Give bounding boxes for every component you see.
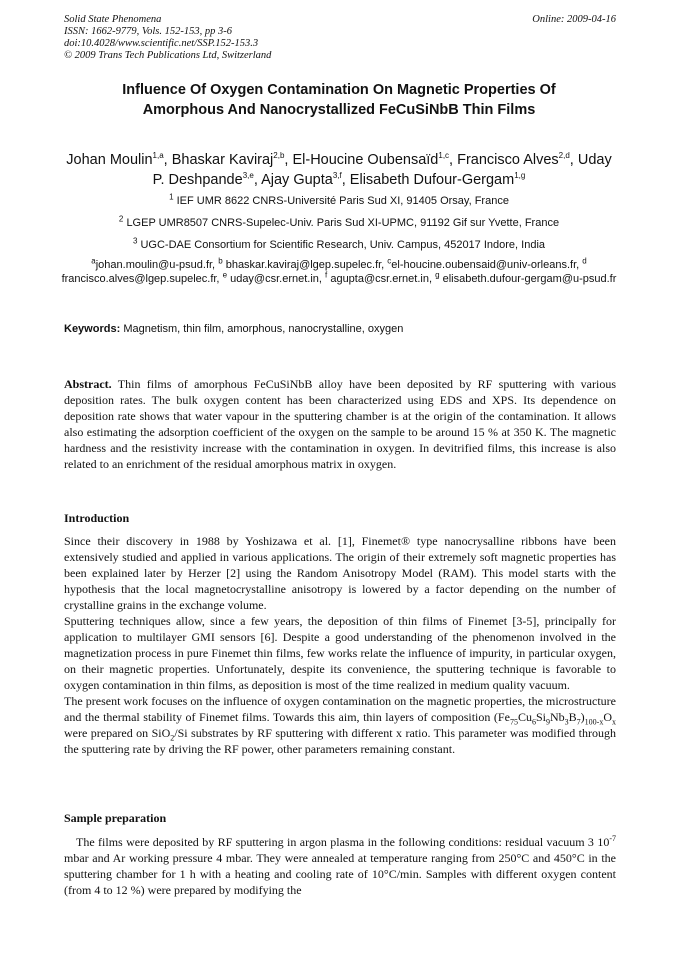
keywords-label: Keywords: <box>64 323 121 335</box>
abstract <box>64 376 616 472</box>
introduction-heading: Introduction <box>64 511 130 525</box>
email-link[interactable]: uday@csr.ernet.in, <box>230 273 322 285</box>
author-affil-sup: 2,d <box>558 151 570 161</box>
author-name: Elisabeth Dufour-Gergam <box>349 172 515 188</box>
issn-line: ISSN: 1662-9779, Vols. 152-153, pp 3-6 <box>64 26 232 37</box>
keywords-line <box>64 322 616 336</box>
author-name: Francisco Alves <box>457 152 559 168</box>
author-name: Johan Moulin <box>66 152 153 168</box>
author-list: Johan Moulin$^{1,a}$, Bhaskar Kaviraj$^{2,b}$, El-Houcine Oubensaïd$^{1,c}$, Francisco Alves$^{2,d}$, Uday P. Deshpande$^{3,e}$, Ajay Gupta$^{3,f}$, Elisabeth Dufour-Gergam$^{1,g}$ <box>66 151 612 188</box>
author-affil-sup: 1,a <box>152 151 164 161</box>
author-affil-sup: 3,f <box>332 171 342 181</box>
keywords-text: Magnetism, thin film, amorphous, nanocrystalline, oxygen <box>123 323 404 335</box>
title-line-1: Influence Of Oxygen Contamination On Magnetic Properties Of <box>122 82 556 98</box>
email-link[interactable]: elisabeth.dufour-gergam@u-psud.fr <box>442 273 617 285</box>
author-name: El-Houcine Oubensaïd <box>292 152 439 168</box>
journal-header <box>64 14 616 62</box>
email-link[interactable]: agupta@csr.ernet.in, <box>330 273 432 285</box>
affiliation-text: UGC-DAE Consortium for Scientific Research, Univ. Campus, 452017 Indore, India <box>140 239 546 251</box>
author-affil-sup: 1,c <box>438 151 450 161</box>
affiliation-number: 1 <box>169 192 174 202</box>
affiliation-number: 2 <box>118 214 124 224</box>
email-link[interactable]: francisco.alves@lgep.supelec.fr, <box>61 273 220 285</box>
sample-preparation-heading: Sample preparation <box>64 811 167 825</box>
title-line-2: Amorphous And Nanocrystallized FeCuSiNbB Thin Films <box>142 102 536 118</box>
email-link[interactable]: bhaskar.kaviraj@lgep.supelec.fr, <box>225 259 385 271</box>
paragraph: The present work focuses on the influence of oxygen contamination on the magnetic properties, the microstructure and the thermal stability of Finemet films. Towards this aim, thin layers of composition $(Fe_{75}Cu_6Si_9Nb_3B_7)_{100-x}O_x$ were prepared on SiO$_2$/Si substrates by RF sputtering with different x ratio. This parameter was modified through the sputtering rate by driving the RF power, other parameters remaining constant. <box>64 694 616 756</box>
abstract-label: Abstract. <box>64 377 112 391</box>
sample-preparation-body: The films were deposited by RF sputtering in argon plasma in the following conditions: residual vacuum 3 $10^{-7}$ mbar and Ar working pressure 4 mbar. They were annealed at temperature ranging from 250°C and 450°C in the sputtering chamber for 1 h with a heating and cooling rate of 10°C/min. Samples with different oxygen content (from 4 to 12 %) were prepared by modifying the <box>64 834 616 897</box>
email-link[interactable]: el-houcine.oubensaid@univ-orleans.fr, <box>391 259 580 271</box>
author-name: Ajay Gupta <box>261 172 333 188</box>
introduction-body <box>64 533 616 757</box>
affiliation-number: 3 <box>132 236 138 246</box>
paragraph: Since their discovery in 1988 by Yoshizawa et al. [1], Finemet® type nanocrysalline ribbons have been extensively studied and applied in various applications. The origin of their extremely soft magnetic properties has been explained later by Herzer [2] using the Random Anisotropy Model (RAM). This model starts with the hypothesis that the local magnetocrystalline anisotropy is lowered by a factor depending on the number of crystalline grains in the exchange volume. <box>64 534 616 612</box>
journal-name: Solid State Phenomena <box>64 14 162 25</box>
affiliation-1 <box>60 194 618 208</box>
affiliation-text: LGEP UMR8507 CNRS-Supelec-Univ. Paris Sud XI-UPMC, 91192 Gif sur Yvette, France <box>126 217 560 229</box>
abstract-text: Thin films of amorphous FeCuSiNbB alloy have been deposited by RF sputtering with various deposition rates. The bulk oxygen content has been characterized using EDS and XPS. Its dependence on deposition rate shows that water vapour in the sputtering chamber is at the origin of the contamination. It allows also estimating the adsorption coefficient of the oxygen on the sample to be around 15 % at 350 K. The magnetic hardness and the resistivity increase with the contamination in oxygen. In devitrified films, this increase is also related to an enrichment of the residual amorphous matrix in oxygen. <box>64 377 616 471</box>
doi-line: doi:10.4028/www.scientific.net/SSP.152-153.3 <box>64 38 259 49</box>
paragraph: Sputtering techniques allow, since a few years, the deposition of thin films of Finemet [3-5], principally for application to multilayer GMI sensors [6]. Despite a good understanding of the phenomenon involved in the magnetization process in pure Finemet thin films, few works relate the influence of impurity, in particular oxygen, on their magnetic properties. Unfortunately, despite its convenience, the sputtering technique is favorable to oxygen contamination in thin films, as deposition is most of the time realized in medium quality vacuum. <box>64 614 616 692</box>
author-affil-sup: 2,b <box>273 151 285 161</box>
author-name: Uday P. Deshpande <box>152 152 612 188</box>
author-name: Bhaskar Kaviraj <box>171 152 274 168</box>
copyright-line: © 2009 Trans Tech Publications Ltd, Switzerland <box>64 50 272 61</box>
email-list: $^a$johan.moulin@u-psud.fr, $^b$ bhaskar.kaviraj@lgep.supelec.fr, $^c$el-houcine.oubensaid@univ-orleans.fr, $^d$ francisco.alves@lgep.supelec.fr, $^e$ uday@csr.ernet.in, $^f$ agupta@csr.ernet.in, $^g$ elisabeth.dufour-gergam@u-psud.fr <box>61 256 617 285</box>
affiliation-2 <box>60 216 618 230</box>
author-affil-sup: 1,g <box>514 171 526 181</box>
email-link[interactable]: johan.moulin@u-psud.fr, <box>95 259 216 271</box>
affiliation-3 <box>60 238 618 252</box>
author-affil-sup: 3,e <box>242 171 254 181</box>
online-date: Online: 2009-04-16 <box>532 14 616 25</box>
affiliation-text: IEF UMR 8622 CNRS-Université Paris Sud XI, 91405 Orsay, France <box>176 195 509 207</box>
paper-title <box>60 80 618 120</box>
